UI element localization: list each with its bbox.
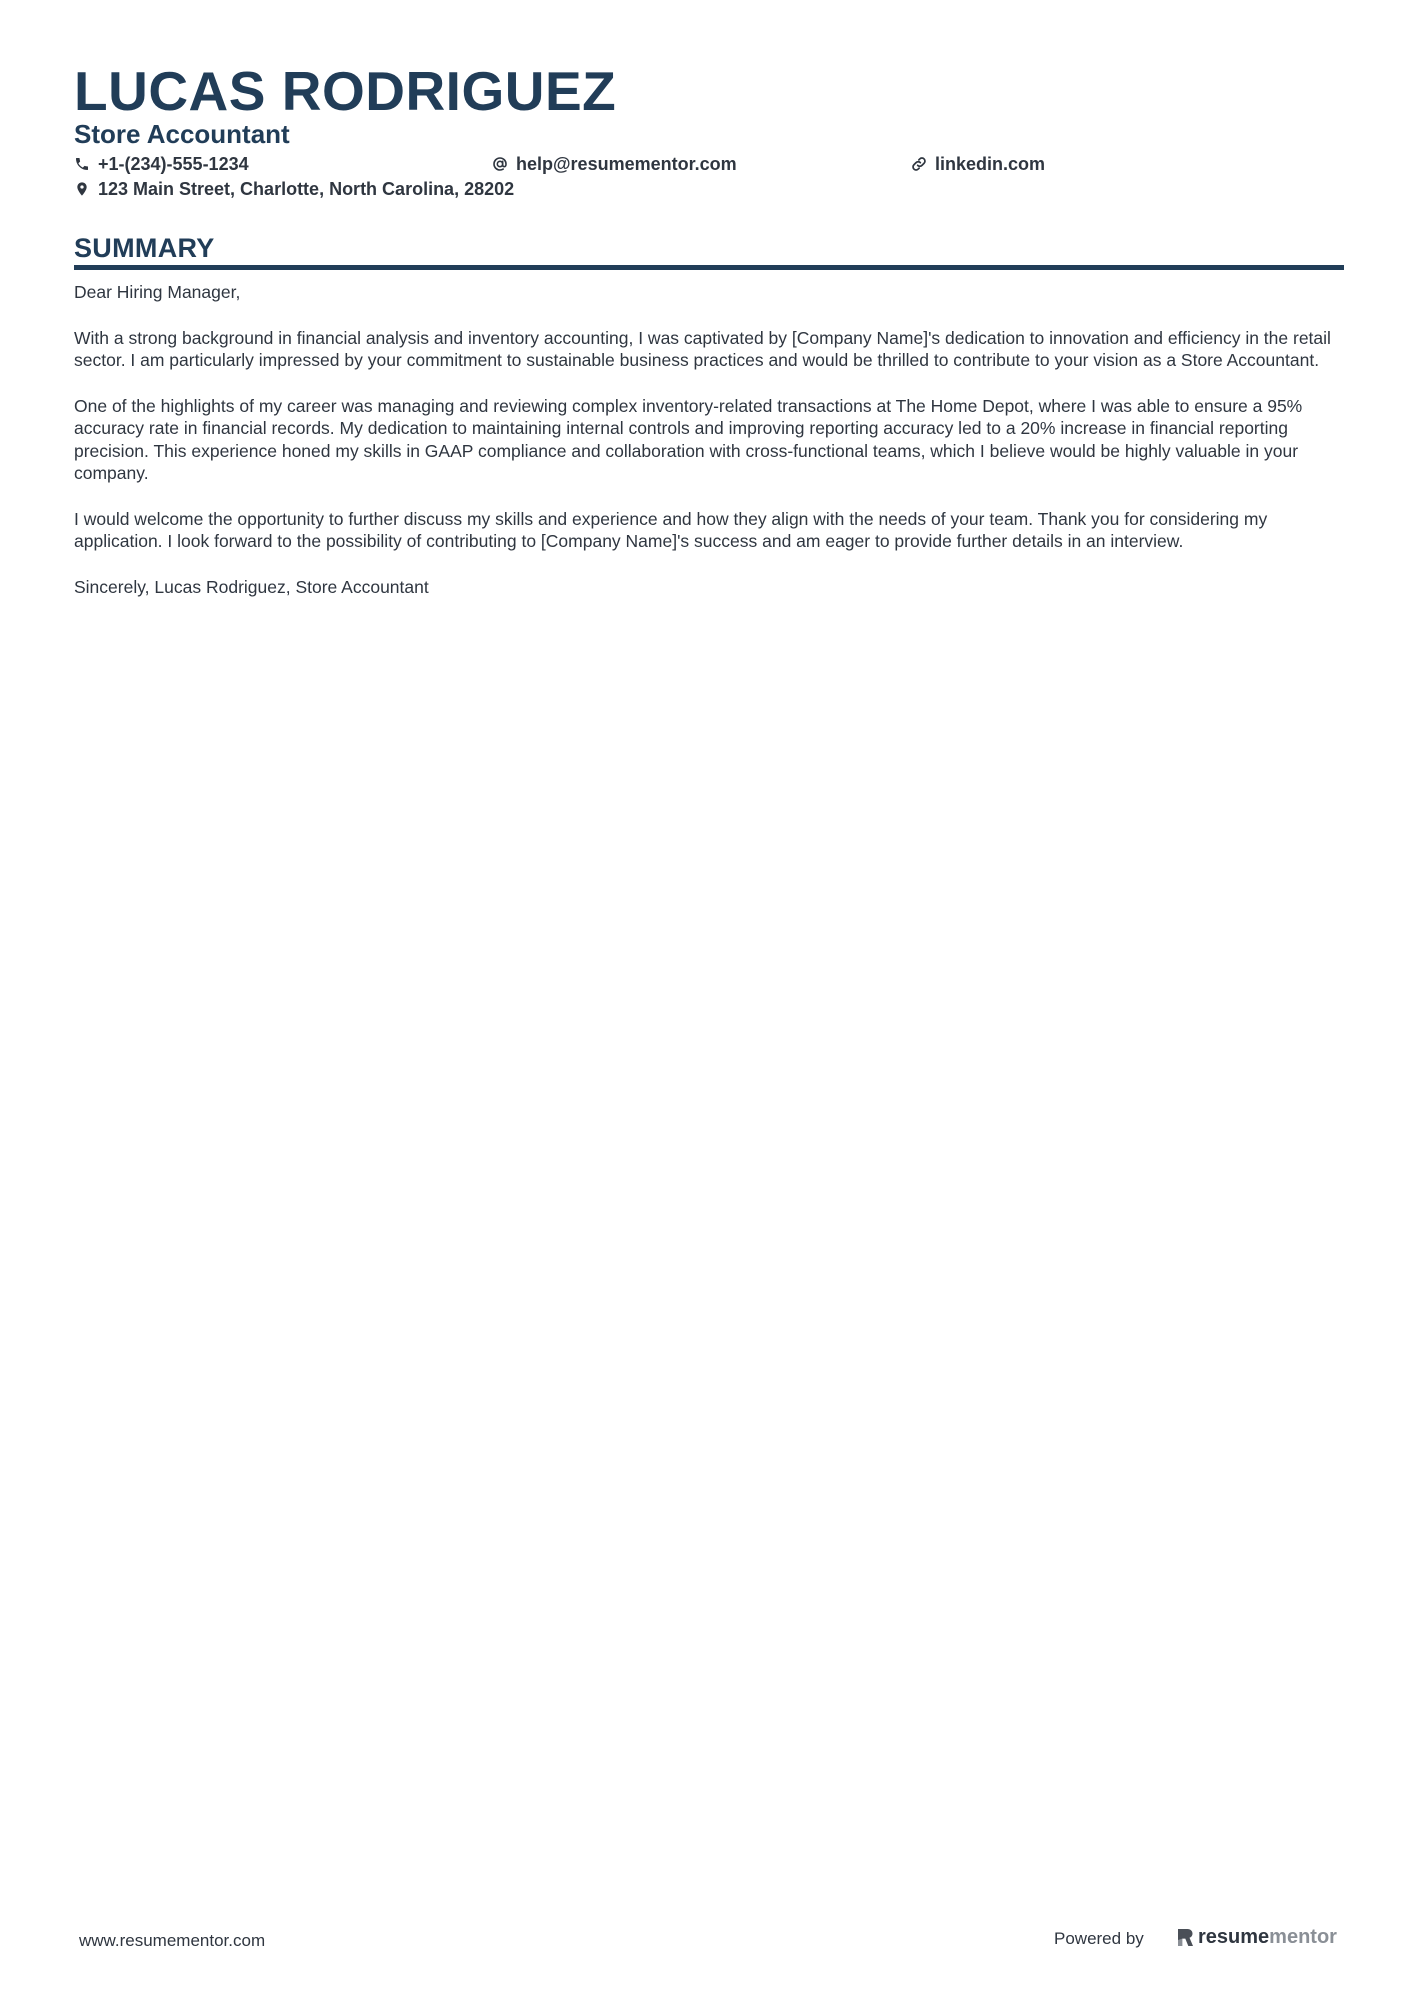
linkedin-url: linkedin.com: [935, 154, 1046, 174]
letter-closing: Sincerely, Lucas Rodriguez, Store Accountant: [74, 576, 429, 597]
job-title: Store Accountant: [74, 119, 290, 149]
footer-website-link[interactable]: www.resumementor.com: [79, 1931, 266, 1950]
cover-letter-body: [74, 281, 1344, 621]
link-icon: [911, 156, 927, 172]
contact-email: [492, 153, 737, 175]
phone-number: +1-(234)-555-1234: [98, 154, 249, 174]
brand-logo[interactable]: [1177, 1924, 1337, 1950]
contact-phone: [74, 153, 249, 175]
brand-name-part2: mentor: [1269, 1926, 1337, 1948]
brand-name-part1: resume: [1198, 1926, 1270, 1948]
powered-by-label: Powered by: [1054, 1929, 1144, 1948]
section-divider: [74, 265, 1344, 270]
letter-paragraph-1: With a strong background in financial analysis and inventory accounting, I was captivated by [Company Name]'s dedication to innovation and efficiency in the retail sector. I am particularly impressed by your commitment to sustainable business practices and would be thrilled to contribute to your vision as a Store Accountant.: [74, 327, 1331, 370]
street-address: 123 Main Street, Charlotte, North Carolina, 28202: [98, 179, 515, 199]
letter-paragraph-2: One of the highlights of my career was managing and reviewing complex inventory-related transactions at The Home Depot, where I was able to ensure a 95% accuracy rate in financial records. My dedication to maintaining internal controls and improving reporting accuracy led to a 20% increase in financial reporting precision. This experience honed my skills in GAAP compliance and collaboration with cross-functional teams, which I believe would be highly valuable in your company.: [74, 395, 1303, 483]
map-pin-icon: [74, 181, 90, 197]
letter-greeting: Dear Hiring Manager,: [74, 282, 241, 302]
section-title-summary: SUMMARY: [74, 233, 215, 263]
contact-link: [911, 153, 1045, 175]
letter-paragraph-3: I would welcome the opportunity to further discuss my skills and experience and how they align with the needs of your team. Thank you for considering my application. I look forward to the possibility of contributing to [Company Name]'s success and am eager to provide further details in an interview.: [74, 508, 1268, 551]
phone-icon: [74, 156, 90, 172]
email-address: help@resumementor.com: [516, 154, 737, 174]
resume-page: [74, 0, 1344, 1995]
resumementor-logo-icon: [1177, 1928, 1194, 1947]
contact-address: [74, 178, 514, 200]
candidate-name: LUCAS RODRIGUEZ: [74, 60, 617, 122]
at-icon: [492, 156, 508, 172]
